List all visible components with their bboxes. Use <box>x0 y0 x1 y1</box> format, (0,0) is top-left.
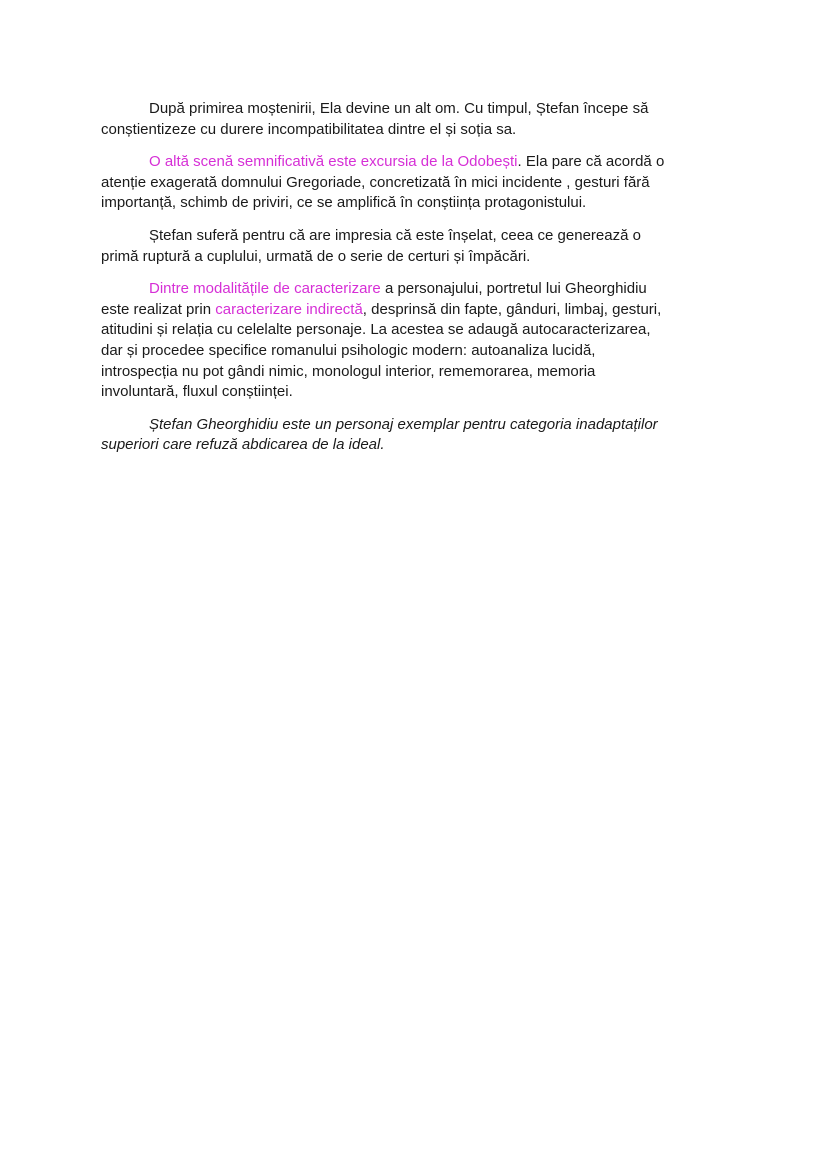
highlighted-phrase: Dintre modalitățile de caracterizare <box>149 280 381 298</box>
text-line: importanță, schimb de priviri, ce se amplifică în conștiința protagonistului. <box>101 194 587 212</box>
highlighted-phrase: caracterizare indirectă <box>215 300 363 318</box>
text-line: Ștefan suferă pentru că are impresia că este înșelat, ceea ce generează o <box>149 226 641 244</box>
document-body <box>101 99 733 468</box>
text-fragment: a personajului, portretul lui Gheorghidiu <box>380 280 647 298</box>
text-line: primă ruptură a cuplului, urmată de o serie de certuri și împăcări. <box>101 247 531 265</box>
paragraph-suffering <box>101 226 733 267</box>
text-line: După primirea moștenirii, Ela devine un alt om. Cu timpul, Ștefan începe să <box>149 100 649 117</box>
text-line: dar și procedee specifice romanului psihologic modern: autoanaliza lucidă, <box>101 341 596 359</box>
paragraph-inheritance <box>101 99 733 140</box>
highlighted-phrase: O altă scenă semnificativă este excursia de la Odobești <box>149 153 518 171</box>
text-line: involuntară, fluxul conștiinței. <box>101 383 293 401</box>
text-line: superiori care refuză abdicarea de la ideal. <box>101 436 385 454</box>
paragraph-odobesti-scene <box>101 152 733 214</box>
text-line: conștientizeze cu durere incompatibilitatea dintre el și soția sa. <box>101 120 517 138</box>
text-fragment: este realizat prin <box>101 300 216 318</box>
text-fragment: . Ela pare că acordă o <box>517 153 665 171</box>
text-line: introspecția nu pot gândi nimic, monologul interior, rememorarea, memoria <box>101 362 596 380</box>
text-line: Ștefan Gheorghidiu este un personaj exemplar pentru categoria inadaptaților <box>149 415 658 433</box>
text-line: atitudini și relația cu celelalte personaje. La acestea se adaugă autocaracterizarea, <box>101 321 651 339</box>
text-fragment: , desprinsă din fapte, gânduri, limbaj, gesturi, <box>362 300 662 318</box>
paragraph-conclusion <box>101 415 733 456</box>
paragraph-characterization <box>101 279 733 403</box>
text-line: atenție exagerată domnului Gregoriade, concretizată în mici incidente , gesturi fără <box>101 173 650 191</box>
